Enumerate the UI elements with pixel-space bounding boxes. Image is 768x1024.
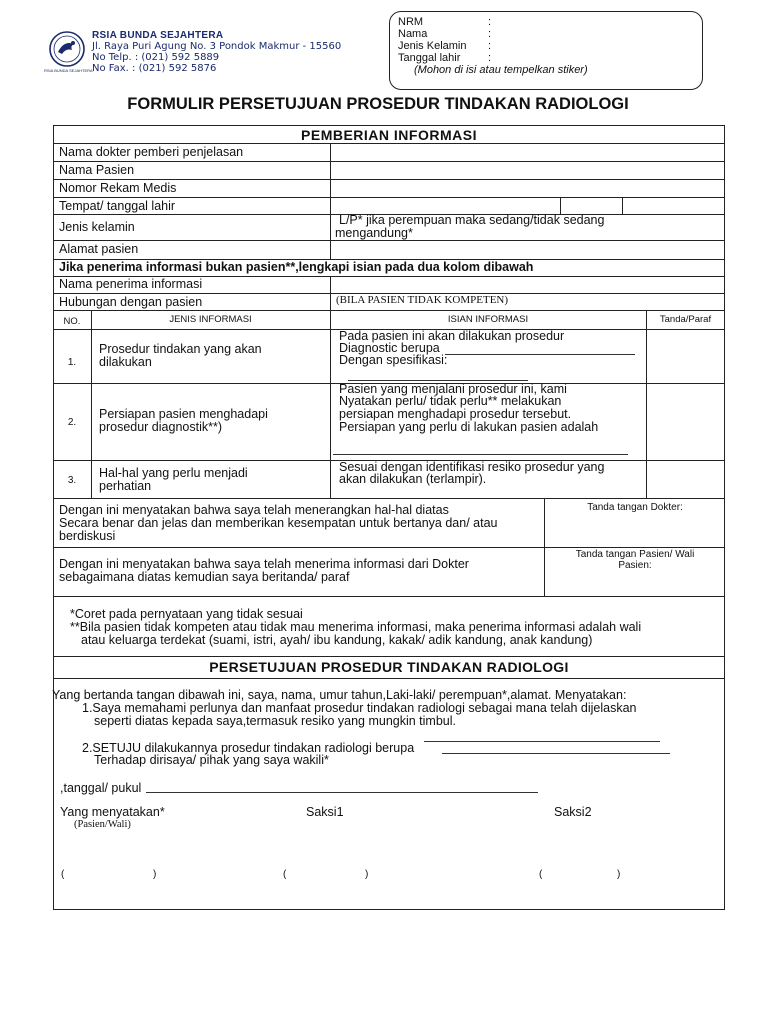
witness2-label: Saksi2 — [554, 805, 592, 819]
sticker-dob-label: Tanggal lahir — [398, 52, 461, 64]
label-relation: Hubungan dengan pasien — [59, 295, 203, 309]
hospital-fax: No Fax. : (021) 592 5876 — [92, 63, 217, 74]
row1-isian-line1: Pada pasien ini akan dilakukan prosedur — [339, 329, 565, 343]
note-incompetent-line2: atau keluarga terdekat (suami, istri, ayah/ ibu kandung, kakak/ adik kandung, anak kandung) — [81, 633, 593, 647]
col-header-isian: ISIAN INFORMASI — [447, 314, 529, 325]
col-header-jenis: JENIS INFORMASI — [169, 314, 252, 325]
hospital-phone: No Telp. : (021) 592 5889 — [92, 52, 220, 63]
birth-place-field[interactable] — [331, 198, 559, 214]
relation-value[interactable]: (BILA PASIEN TIDAK KOMPETEN) — [336, 294, 509, 306]
label-doctor-name: Nama dokter pemberi penjelasan — [59, 145, 244, 159]
receiver-instruction: Jika penerima informasi bukan pasien**,lengkapi isian pada dua kolom dibawah — [59, 260, 534, 274]
consent-point2-line2: Terhadap dirisaya/ pihak yang saya wakili* — [94, 753, 329, 767]
patient-signature-label-line1: Tanda tangan Pasien/ Wali — [575, 549, 695, 560]
label-address: Alamat pasien — [59, 242, 139, 256]
doctor-name-field[interactable] — [331, 144, 724, 160]
label-birth: Tempat/ tanggal lahir — [59, 199, 176, 213]
row2-no: 2. — [67, 417, 77, 428]
doctor-signature-label: Tanda tangan Dokter: — [587, 502, 683, 513]
consent-point2-line1: 2.SETUJU dilakukannya prosedur tindakan radiologi berupa — [82, 741, 415, 755]
address-field[interactable] — [331, 241, 724, 257]
witness2-paren-close: ) — [617, 869, 621, 880]
birth-date-field[interactable] — [561, 198, 621, 214]
row1-jenis-line2: dilakukan — [99, 355, 152, 369]
row2-isian-line4: Persiapan yang perlu di lakukan pasien adalah — [339, 420, 599, 434]
gender-value-line1[interactable]: L/P* jika perempuan maka sedang/tidak sedang — [339, 213, 605, 227]
witness1-signature-field[interactable] — [288, 840, 363, 880]
patient-statement-line1: Dengan ini menyatakan bahwa saya telah menerima informasi dari Dokter — [59, 557, 469, 571]
consent-date-label: ,tanggal/ pukul — [60, 781, 142, 795]
witness1-label: Saksi1 — [306, 805, 344, 819]
row1-jenis-line1: Prosedur tindakan yang akan — [99, 342, 262, 356]
consent-date-field[interactable] — [146, 792, 538, 793]
medical-record-field[interactable] — [331, 180, 724, 196]
label-patient-name: Nama Pasien — [59, 163, 135, 177]
doctor-statement-line1: Dengan ini menyatakan bahwa saya telah menerangkan hal-hal diatas — [59, 503, 449, 517]
doctor-signature-field[interactable] — [546, 515, 723, 545]
col-header-tanda: Tanda/Paraf — [659, 314, 712, 325]
patient-signature-field[interactable] — [546, 573, 723, 595]
sticker-nama-label: Nama — [398, 28, 428, 40]
label-medical-record: Nomor Rekam Medis — [59, 181, 177, 195]
hospital-address: Jl. Raya Puri Agung No. 3 Pondok Makmur - 15560 — [92, 41, 342, 52]
row3-isian-line1: Sesuai dengan identifikasi resiko prosedur yang — [339, 460, 605, 474]
declarer-label: Yang menyatakan* — [60, 805, 165, 819]
row2-isian-line2: Nyatakan perlu/ tidak perlu** melakukan — [339, 394, 562, 408]
row2-isian-line3: persiapan menghadapi prosedur tersebut. — [339, 407, 572, 421]
witness2-paren-open: ( — [539, 869, 543, 880]
row2-isian-line1: Pasien yang menjalani prosedur ini, kami — [339, 382, 567, 396]
row3-isian-line2: akan dilakukan (terlampir). — [339, 472, 487, 486]
row3-jenis-line1: Hal-hal yang perlu menjadi — [99, 466, 248, 480]
patient-statement-line2: sebagaimana diatas kemudian saya beritanda/ paraf — [59, 570, 350, 584]
patient-name-field[interactable] — [331, 162, 724, 178]
form-title: FORMULIR PERSETUJUAN PROSEDUR TINDAKAN RADIOLOGI — [127, 95, 629, 113]
doctor-statement-line2: Secara benar dan jelas dan memberikan kesempatan untuk bertanya dan/ atau — [59, 516, 498, 530]
row2-jenis-line1: Persiapan pasien menghadapi — [99, 407, 268, 421]
info-section-header: PEMBERIAN INFORMASI — [301, 127, 477, 143]
row1-isian-line3: Dengan spesifikasi: — [339, 353, 448, 367]
label-receiver-name: Nama penerima informasi — [59, 277, 203, 291]
row2-paraf-field[interactable] — [647, 384, 724, 459]
doctor-statement-line3: berdiskusi — [59, 529, 116, 543]
sticker-nrm-label: NRM — [398, 16, 424, 28]
declarer-signature-field[interactable] — [66, 840, 151, 880]
sticker-note: (Mohon di isi atau tempelkan stiker) — [414, 64, 588, 76]
row1-paraf-field[interactable] — [647, 330, 724, 382]
sticker-nama-colon: : — [488, 28, 492, 40]
patient-signature-label-line2: Pasien: — [618, 560, 652, 571]
receiver-name-field[interactable] — [331, 277, 724, 293]
consent-point1-line2: seperti diatas kepada saya,termasuk resiko yang mungkin timbul. — [94, 714, 456, 728]
label-gender: Jenis kelamin — [59, 220, 135, 234]
row1-isian-line2: Diagnostic berupa — [339, 341, 440, 355]
witness2-signature-field[interactable] — [544, 840, 615, 880]
sticker-gender-label: Jenis Kelamin — [398, 40, 467, 52]
row1-diagnostic-blank[interactable] — [445, 354, 635, 355]
consent-point1-line1: 1.Saya memahami perlunya dan manfaat prosedur tindakan radiologi sebagai mana telah dijelaskan — [82, 701, 637, 715]
logo-caption: RSIA BUNDA SEJAHTERA — [44, 68, 93, 73]
hospital-name: RSIA BUNDA SEJAHTERA — [92, 30, 224, 41]
row1-no: 1. — [67, 357, 77, 368]
row2-jenis-line2: prosedur diagnostik**) — [99, 420, 222, 434]
consent-point2-blank-top[interactable] — [424, 741, 660, 742]
hospital-logo — [46, 30, 88, 72]
note-incompetent-line1: **Bila pasien tidak kompeten atau tidak mau menerima informasi, maka penerima informasi adalah wali — [70, 620, 642, 634]
row3-jenis-line2: perhatian — [99, 479, 152, 493]
row3-no: 3. — [67, 475, 77, 486]
witness1-paren-open: ( — [283, 869, 287, 880]
declarer-paren-close: ) — [153, 869, 157, 880]
consent-point2-blank[interactable] — [442, 753, 670, 754]
consent-header: PERSETUJUAN PROSEDUR TINDAKAN RADIOLOGI — [209, 659, 569, 675]
row2-preparation-blank[interactable] — [333, 454, 628, 455]
row1-specification-blank[interactable] — [348, 380, 528, 381]
sticker-nrm-colon: : — [488, 16, 492, 28]
col-header-no: NO. — [63, 316, 81, 327]
sticker-gender-colon: : — [488, 40, 492, 52]
declarer-paren-open: ( — [61, 869, 65, 880]
note-strike: *Coret pada pernyataan yang tidak sesuai — [70, 607, 303, 621]
witness1-paren-close: ) — [365, 869, 369, 880]
row3-paraf-field[interactable] — [647, 461, 724, 497]
sticker-dob-colon: : — [488, 52, 492, 64]
consent-intro: Yang bertanda tangan dibawah ini, saya, nama, umur tahun,Laki-laki/ perempuan*,alamat. Menyatakan: — [52, 688, 627, 702]
declarer-sub-label: (Pasien/Wali) — [74, 819, 131, 830]
gender-value-line2[interactable]: mengandung* — [335, 226, 413, 240]
